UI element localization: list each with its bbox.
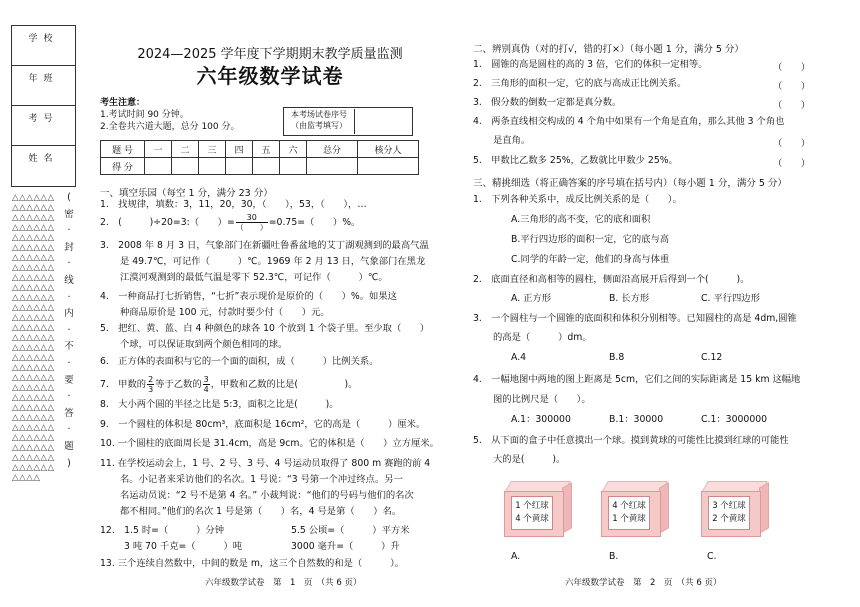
s3-q2: 2. 底面直径和高相等的圆柱，侧面沿高展开后得到一个( )。 [473,274,750,285]
s3-q3-opt-c: C.12 [701,352,723,363]
s1-q3-line1: 3. 2008 年 8 月 3 日，气象部门在新疆吐鲁番盆地的艾丁湖观测到的最高气温 [100,240,429,251]
s1-q13: 13. 三个连续自然数中，中间的数是 m，这三个自然数的和是（ ）。 [100,558,405,569]
s1-q3-line2: 是 49.7℃，可记作（ ）℃。1969 年 2 月 13 日，气象部门在黑龙 [120,256,426,267]
s3-q4-opt-c: C.1：3000000 [701,414,768,425]
s2-q5-answer[interactable]: （ ） [773,158,811,169]
s3-q3-line1: 3. 一个圆柱与一个圆锥的底面积和体积分别相等。已知圆柱的高是 4dm,圆锥 [473,313,797,324]
s3-q4-line2: 图的比例尺是（ ）。 [493,394,591,405]
s1-q11-line3: 名运动员说：“2 号不是第 4 名。” 小裁判说：“他们的号码与他们的名次 [120,490,414,501]
s1-q6: 6. 正方体的表面积与它的一个面的面积，成（ ）比例关系。 [100,356,379,367]
school-field[interactable]: 学校 [12,26,75,66]
s1-q4-line2: 种商品原价是 100 元，付款时要少付（ ）元。 [120,307,330,318]
s3-q3-line2: 的高是（ ）dm。 [493,332,592,343]
s2-q4-line1: 4. 两条直线相交构成的 4 个角中如果有一个角是直角，那么其他 3 个角也 [473,116,785,127]
s3-q2-opt-a: A. 正方形 [511,293,551,304]
ball-box-a: 1 个红球 4 个黄球 [500,477,570,537]
s2-q5: 5. 甲数比乙数多 25%，乙数就比甲数少 25%。 [473,155,678,166]
s1-q7: 7. 甲数的 $\frac{2}{3}$ 等于乙数的 $\frac{3}{4}$ ，甲数和乙数的比是( )。 [100,375,358,394]
exam-title: 六年级数学试卷 [196,64,344,88]
s1-q1: 1. 找规律，填数：3，11，20，30，（ ），53，（ ），… [100,199,367,210]
s2-q4-answer[interactable]: （ ） [773,138,811,149]
seat-sequence-box: 本考场试卷序号 （由监考填写） [283,107,413,136]
s1-q12c: 3 吨 70 千克=（ ）吨 [124,541,243,552]
s1-q8: 8. 大小两个圆的半径之比是 5:3，面积之比是( )。 [100,399,339,410]
exam-number-field[interactable]: 考号 [12,106,75,146]
s2-q1: 1. 圆锥的高是圆柱的高的 3 倍，它们的体积一定相等。 [473,59,708,70]
class-field[interactable]: 年班 [12,66,75,106]
s3-q5-opt-b: B. [609,551,619,562]
s3-q4-opt-a: A.1：300000 [511,414,571,425]
s1-q11-line2: 名。小记者来采访他们的名次。1 号说：“3 号第一个冲过终点。另一 [120,474,403,485]
s1-q12b: 5.5 公顷=（ ）平方米 [291,525,410,536]
seal-line-text: ( 密 · 封 · 线 · 内 · 不 · 要 · 答 · 题 ) [64,192,74,469]
score-table: 题 号 一 二 三 四 五 六 总分 核分人 得 分 [100,140,419,175]
s3-q3-opt-a: A.4 [511,352,527,363]
section2-title: 二、辨别真伪（对的打√，错的打×）（每小题 1 分，满分 5 分） [473,44,744,55]
s1-q5-line1: 5. 把红、黄、蓝、白 4 种颜色的球各 10 个放到 1 个袋子里。至少取（ ） [100,323,430,334]
exam-header: 2024—2025 学年度下学期期末教学质量监测 [137,47,403,62]
s3-q5-line1: 5. 从下面的盒子中任意摸出一个球。摸到黄球的可能性比摸到红球的可能性 [473,435,789,446]
s2-q4-line2: 是直角。 [493,135,531,146]
s3-q4-opt-b: B.1：30000 [609,414,664,425]
s3-q4-line1: 4. 一幅地图中两地的图上距离是 5cm，它们之间的实际距离是 15 km 这幅地 [473,374,801,385]
student-info-box [11,25,76,187]
s2-q3-answer[interactable]: （ ） [773,100,811,111]
page1-footer: 六年级数学试卷 第 1 页 （共 6 页） [205,578,362,588]
ball-box-c: 3 个红球 2 个黄球 [697,477,767,537]
seal-triangles: △△△△△△△△△△△△△△△△△△△△△△△△△△△△△△△△△△△△△△△△△△△△△△△△△△△△△△△△△△△△△△△△△△△△△△△△△△△△△△△△△△△△△△△△△△△△△△△△△△△△△△△△△△△△△△△△△△△△△△△△△△△△△△△△△△△△△△△△△△△△△△△△△△△△△△△△△△△△△△△△△△△△△△△△△△△△ [12,193,55,483]
s1-q3-line3: 江漠河观测到的最低气温是零下 52.3℃，可记作（ ）℃。 [120,272,388,283]
section3-title: 三、精挑细选（将正确答案的序号填在括号内）（每小题 1 分，满分 5 分） [473,178,787,189]
s1-q12a: 12. 1.5 时=（ ）分钟 [100,525,224,536]
s3-q1-opt-b: B.平行四边形的面积一定，它的底与高 [511,234,670,245]
exam-notes: 考生注意： 1.考试时间 90 分钟。 2.全卷共六道大题，总分 100 分。 [100,98,240,132]
s1-q11-line1: 11. 在学校运动会上，1 号、2 号、3 号、4 号运动员取得了 800 m 赛跑的前 4 [100,458,431,469]
s3-q1: 1. 下列各种关系中，成反比例关系的是（ ）。 [473,194,682,205]
s3-q1-opt-a: A.三角形的高不变，它的底和面积 [511,214,651,225]
s1-q11-line4: 都不相同。”他们的名次 1 号是第（ ）名，4 号是第（ ）名。 [120,506,402,517]
s1-q10: 10. 一个圆柱的底面周长是 31.4cm，高是 9cm。它的体积是（ ）立方厘米。 [100,438,439,449]
s1-q2: 2. ( )÷20=3:（ ）= $\frac{30}{( )}$ =0.75=（ ）%。 [100,213,361,232]
s2-q1-answer[interactable]: （ ） [773,62,811,73]
s3-q2-opt-c: C. 平行四边形 [701,293,760,304]
ball-box-b: 4 个红球 1 个黄球 [597,477,667,537]
s3-q5-opt-a: A. [511,551,521,562]
s3-q3-opt-b: B.8 [609,352,625,363]
s2-q2: 2. 三角形的面积一定，它的底与高成正比例关系。 [473,78,687,89]
s3-q5-line2: 大的是( )。 [493,454,566,465]
s1-q5-line2: 个球，可以保证取到两个颜色相同的球。 [120,339,288,350]
s2-q3: 3. 假分数的倒数一定都是真分数。 [473,97,622,108]
s1-q4-line1: 4. 一种商品打七折销售，“七折”表示现价是原价的（ ）%。如果这 [100,291,397,302]
s2-q2-answer[interactable]: （ ） [773,81,811,92]
s3-q5-opt-c: C. [707,551,717,562]
page2-footer: 六年级数学试卷 第 2 页 （共 6 页） [565,578,722,588]
s1-q9: 9. 一个圆柱的体积是 80cm³，底面积是 16cm²，它的高是（ ）厘米。 [100,419,426,430]
section1-title: 一、填空乐园（每空 1 分，满分 23 分） [100,188,273,199]
name-field[interactable]: 姓名 [28,154,59,164]
s3-q1-opt-c: C.同学的年龄一定，他们的身高与体重 [511,254,670,265]
s3-q2-opt-b: B. 长方形 [609,293,650,304]
s1-q12d: 3000 毫升=（ ）升 [291,541,400,552]
